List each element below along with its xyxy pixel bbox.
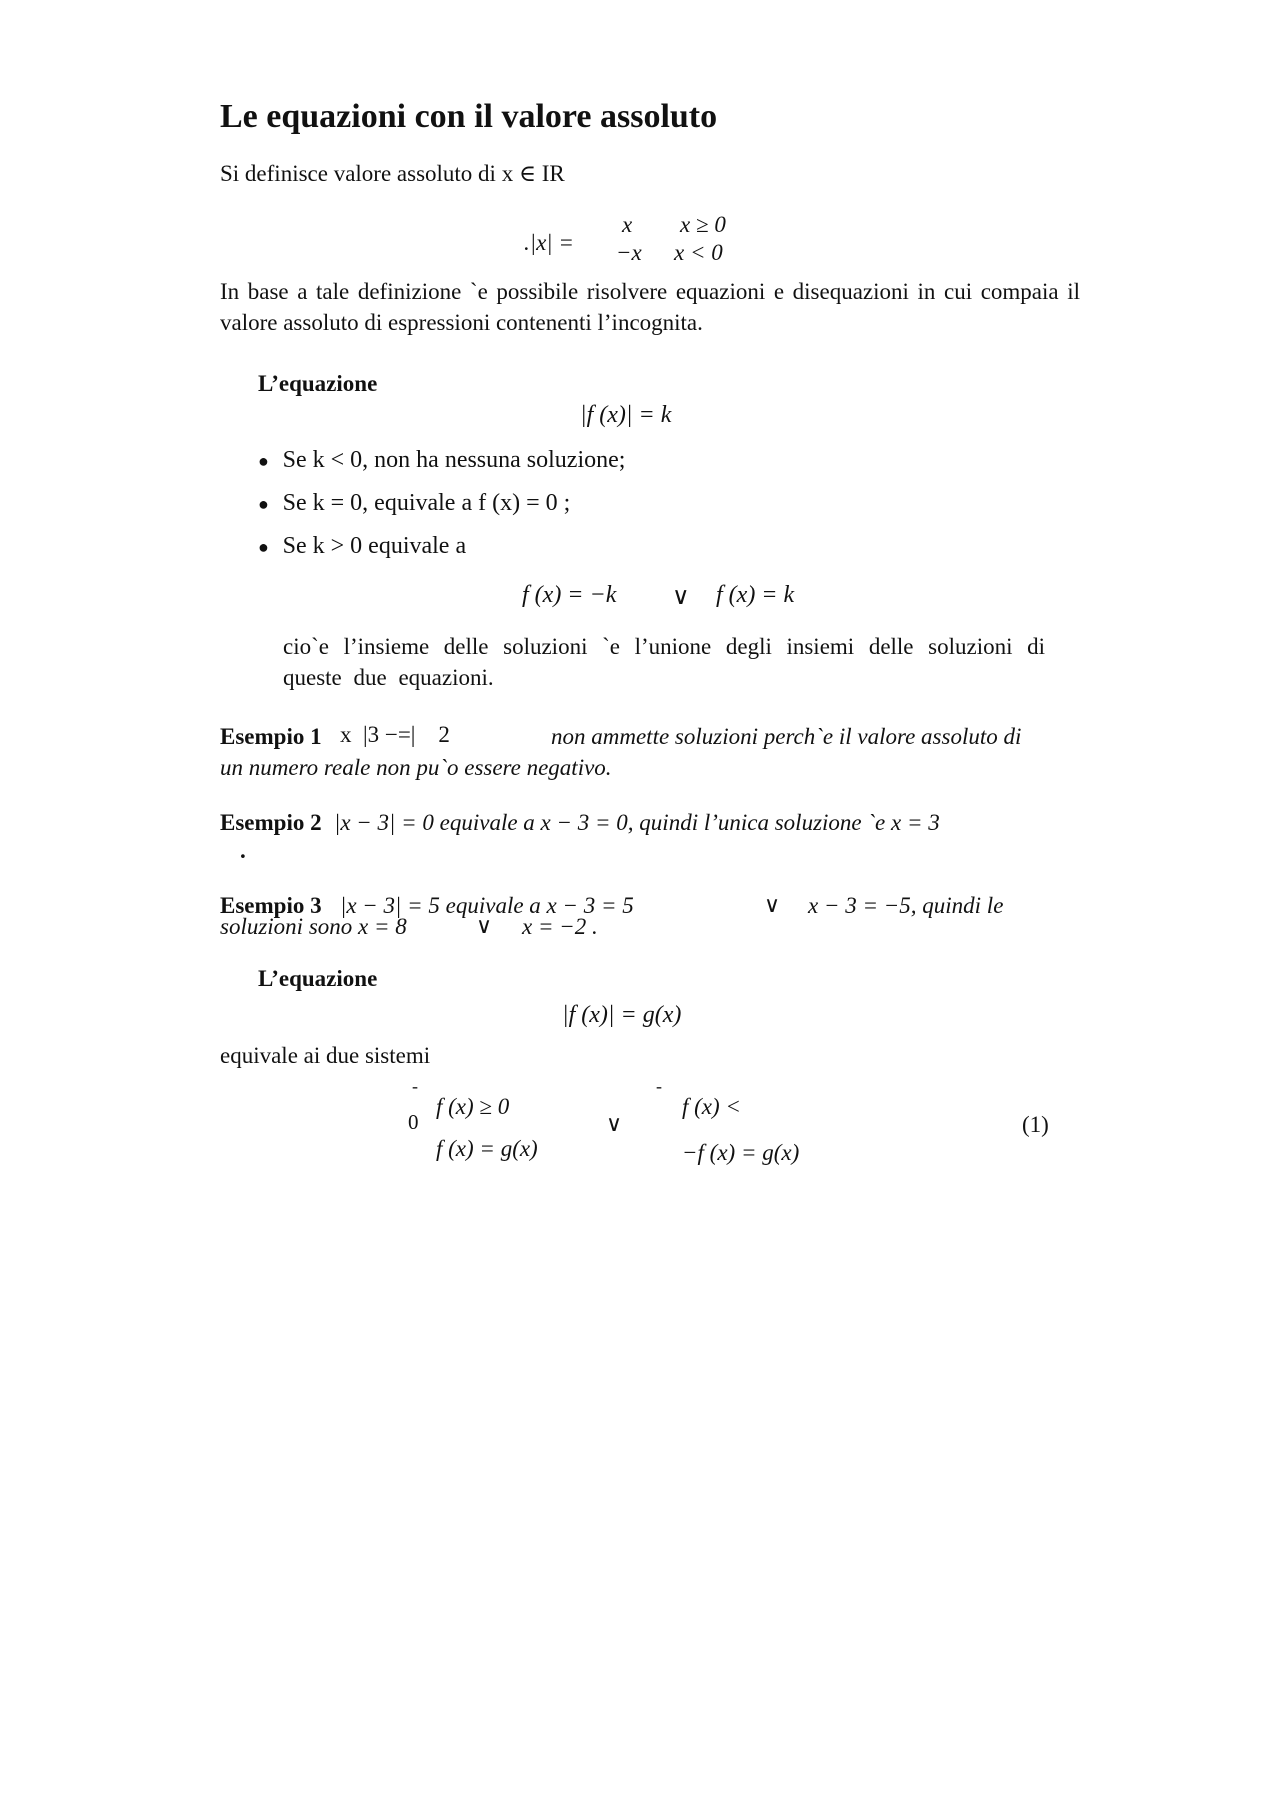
system1-line2: f (x) = g(x)	[436, 1136, 538, 1161]
section2-intro: equivale ai due sistemi	[220, 1043, 431, 1068]
bullet-text: Se k = 0, equivale a f (x) = 0 ;	[282, 490, 571, 516]
bullet-dot: ●	[258, 451, 269, 471]
system2-line1: f (x) <	[682, 1094, 741, 1119]
bullet-dot: ●	[258, 494, 269, 514]
section2-heading: L’equazione	[258, 966, 378, 991]
system2-tick: -	[656, 1076, 662, 1096]
equation-number: (1)	[1022, 1112, 1049, 1137]
bullet-item-1	[258, 444, 625, 477]
systems-or: ∨	[606, 1112, 623, 1137]
example3-text-b: x − 3 = −5, quindi le	[808, 893, 1004, 918]
example3-line2-a: soluzioni sono x = 8	[220, 914, 407, 939]
section2-equation: |f (x)| = g(x)	[562, 1002, 682, 1028]
abs-def-case1-cond: x ≥ 0	[680, 212, 726, 237]
bullet-dot: ●	[258, 537, 269, 557]
abs-def-lhs: .|x| =	[524, 230, 574, 255]
section1-explanation: cio`e l’insieme delle soluzioni `e l’unione degli insiemi delle soluzioni di queste due equazioni.	[283, 634, 1045, 690]
example1-math: x |3 −=| 2	[340, 722, 450, 747]
example2-label: Esempio 2	[220, 810, 322, 835]
example1-text-line2: un numero reale non pu`o essere negativo.	[220, 755, 612, 780]
example1-label: Esempio 1	[220, 724, 322, 749]
example2-text: |x − 3| = 0 equivale a x − 3 = 0, quindi l’unica soluzione `e x = 3	[334, 810, 940, 835]
bullet-item-3	[258, 530, 466, 563]
bullet-text: Se k > 0 equivale a	[282, 533, 467, 559]
example3-line2-or: ∨	[476, 914, 493, 939]
system1-tick: -	[412, 1076, 418, 1096]
section1-equation2-right: f (x) = k	[716, 582, 795, 608]
bullet-text: Se k < 0, non ha nessuna soluzione;	[282, 447, 626, 473]
section1-heading: L’equazione	[258, 371, 378, 396]
intro-paragraph: In base a tale definizione `e possibile risolvere equazioni e disequazioni in cui compaia il valore assoluto di espressioni contenenti l’incognita.	[220, 279, 1080, 335]
abs-def-case1-value: x	[622, 212, 633, 237]
system1-brace-mark: 0	[408, 1110, 419, 1134]
abs-def-case2-value: −x	[616, 240, 642, 265]
section1-equation: |f (x)| = k	[580, 402, 672, 428]
abs-def-case2-cond: x < 0	[674, 240, 723, 265]
section1-equation2-left: f (x) = −k	[522, 582, 617, 608]
system1-line1: f (x) ≥ 0	[436, 1094, 510, 1119]
logical-or-symbol: ∨	[672, 582, 690, 610]
page-title: Le equazioni con il valore assoluto	[220, 98, 718, 135]
example1-text-line1: non ammette soluzioni perch`e il valore assoluto di	[551, 724, 1022, 749]
example2-trailing-dot: .	[240, 838, 246, 863]
bullet-item-2	[258, 487, 570, 520]
example3-label: Esempio 3	[220, 893, 322, 918]
example3-line2-b: x = −2 .	[522, 914, 598, 939]
system2-line2: −f (x) = g(x)	[682, 1140, 800, 1165]
definition-intro: Si definisce valore assoluto di x ∈ IR	[220, 161, 565, 186]
example3-text-a: |x − 3| = 5 equivale a x − 3 = 5	[340, 893, 634, 918]
example3-or: ∨	[764, 893, 781, 918]
